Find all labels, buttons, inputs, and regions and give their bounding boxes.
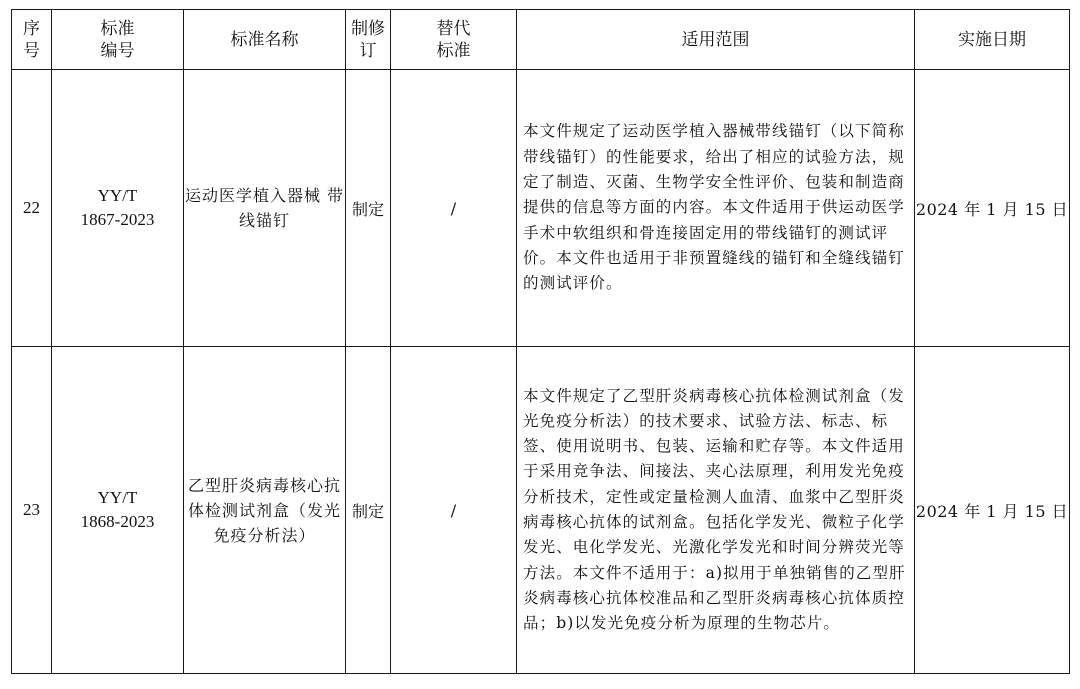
row-code-number: 1867-2023: [80, 210, 155, 229]
row-date: 2024 年 1 月 15 日: [915, 347, 1070, 674]
row-revision: 制定: [346, 347, 391, 674]
row-code: [52, 70, 184, 347]
row-code: [52, 347, 184, 674]
header-revision: 制修 订: [346, 10, 391, 70]
standards-table: [11, 9, 1070, 674]
row-date: 2024 年 1 月 15 日: [915, 70, 1070, 347]
row-name: 运动医学植入器械 带线锚钉: [184, 70, 346, 347]
header-date: 实施日期: [915, 10, 1070, 70]
table-row: [12, 70, 1070, 347]
row-name: 乙型肝炎病毒核心抗体检测试剂盒（发光免疫分析法）: [184, 347, 346, 674]
row-replaces: /: [391, 70, 517, 347]
header-replaces: 替代 标准: [391, 10, 517, 70]
header-name: 标准名称: [184, 10, 346, 70]
header-seq: 序 号: [12, 10, 52, 70]
row-code-prefix: YY/T: [97, 488, 138, 507]
row-seq: 22: [12, 70, 52, 347]
row-replaces: /: [391, 347, 517, 674]
row-code-prefix: YY/T: [97, 186, 138, 205]
header-row: [12, 10, 1070, 70]
header-code: 标准 编号: [52, 10, 184, 70]
row-scope: 本文件规定了运动医学植入器械带线锚钉（以下简称带线锚钉）的性能要求，给出了相应的试验方法，规定了制造、灭菌、生物学安全性评价、包装和制造商提供的信息等方面的内容。本文件适用于供运动医学手术中软组织和骨连接固定用的带线锚钉的测试评价。本文件也适用于非预置缝线的锚钉和全缝线锚钉的测试评价。: [517, 70, 915, 347]
row-revision: 制定: [346, 70, 391, 347]
row-seq: 23: [12, 347, 52, 674]
header-scope: 适用范围: [517, 10, 915, 70]
row-code-number: 1868-2023: [80, 512, 155, 531]
row-scope: 本文件规定了乙型肝炎病毒核心抗体检测试剂盒（发光免疫分析法）的技术要求、试验方法、标志、标签、使用说明书、包装、运输和贮存等。本文件适用于采用竞争法、间接法、夹心法原理，利用发光免疫分析技术，定性或定量检测人血清、血浆中乙型肝炎病毒核心抗体的试剂盒。包括化学发光、微粒子化学发光、电化学发光、光激化学发光和时间分辨荧光等方法。本文件不适用于：a)拟用于单独销售的乙型肝炎病毒核心抗体校准品和乙型肝炎病毒核心抗体质控品；b)以发光免疫分析为原理的生物芯片。: [517, 347, 915, 674]
table-row: [12, 347, 1070, 674]
